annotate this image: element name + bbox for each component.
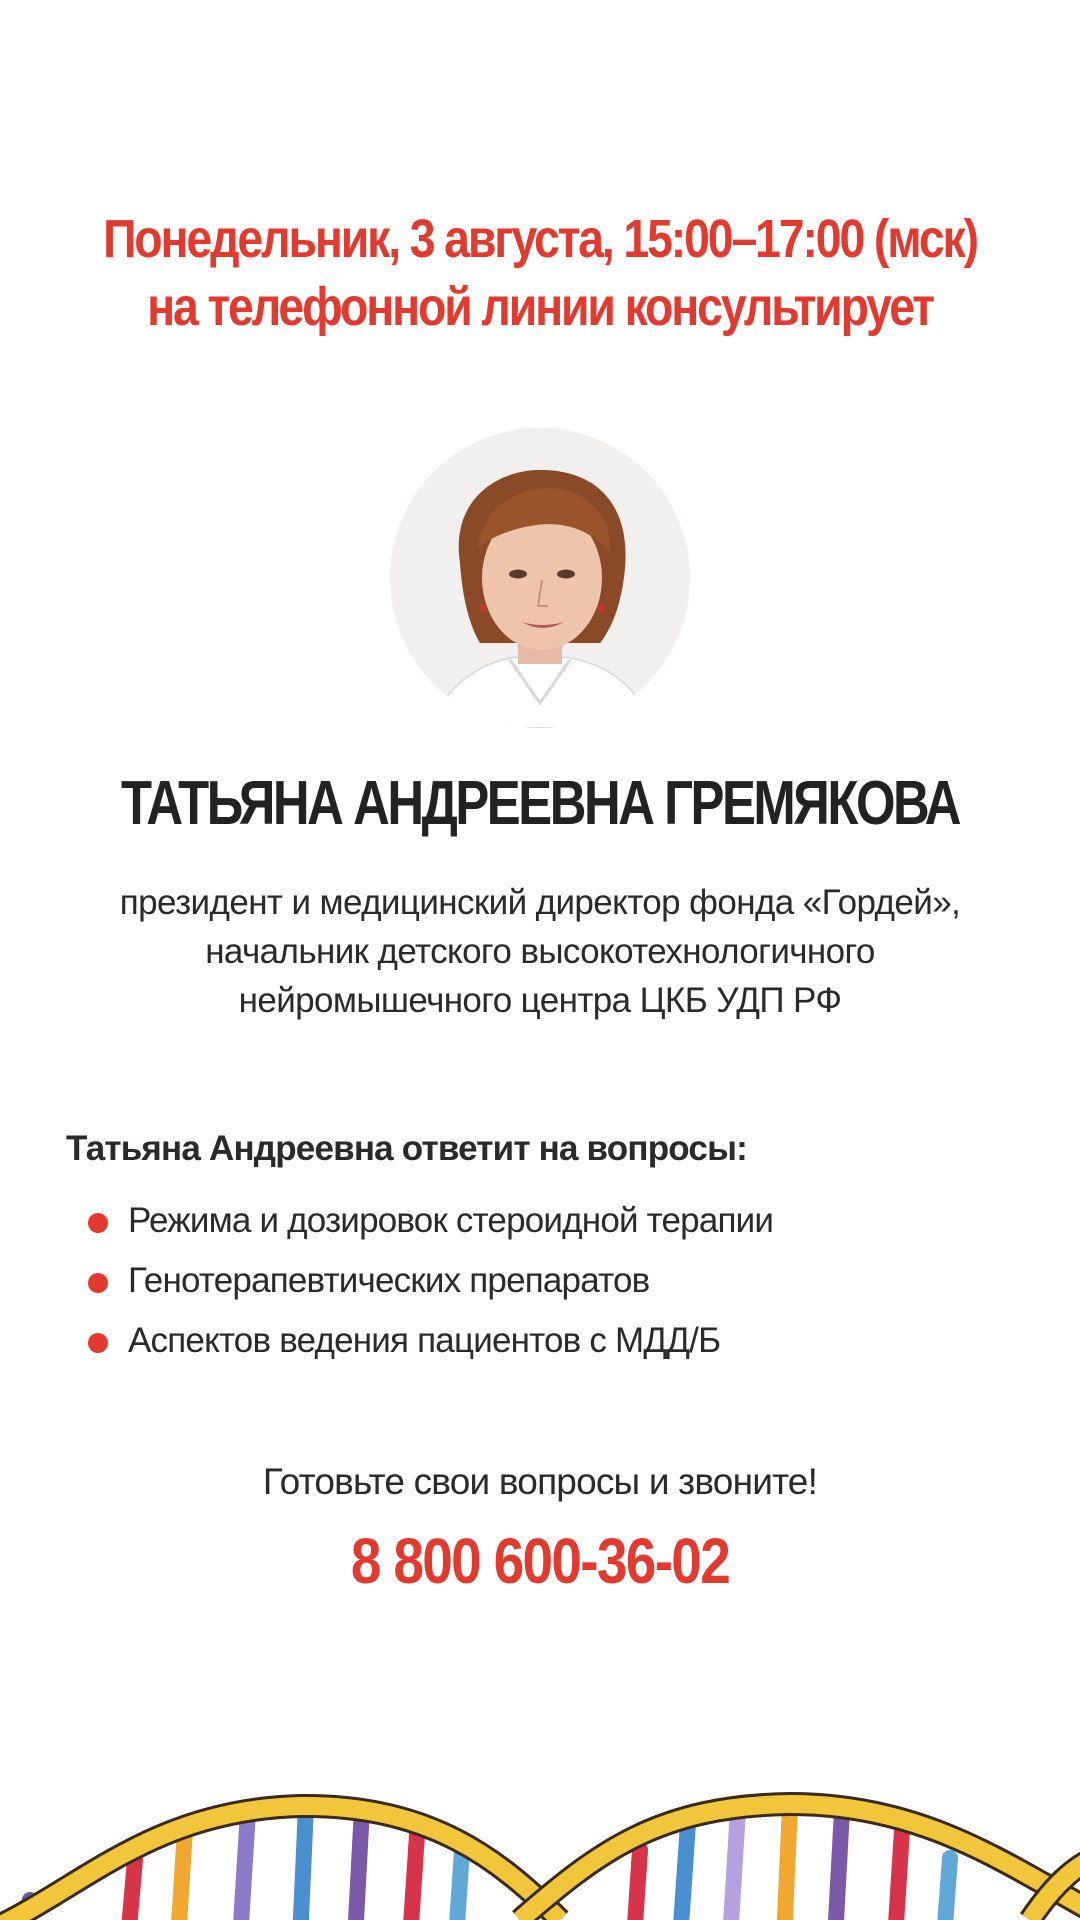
expert-position [0, 878, 1080, 1025]
red-dot-bullet-icon [88, 1333, 108, 1353]
avatar [390, 428, 690, 728]
question-text: Режима и дозировок стероидной терапии [128, 1201, 774, 1240]
event-datetime: Понедельник, 3 августа, 15:00–17:00 (мск) [103, 209, 977, 269]
expert-position-line: президент и медицинский директор фонда «Гордей», [119, 883, 961, 922]
questions-title: Татьяна Андреевна ответит на вопросы: [66, 1129, 748, 1168]
phone-number[interactable]: 8 800 600-36-02 [350, 1525, 730, 1597]
red-dot-bullet-icon [88, 1213, 108, 1233]
dna-helix-illustration-icon [0, 1740, 1080, 1920]
expert-name: ТАТЬЯНА АНДРЕЕВНА ГРЕМЯКОВА [120, 769, 960, 838]
question-text: Генотерапевтических препаратов [128, 1261, 650, 1300]
event-subtitle: на телефонной линии консультирует [147, 277, 933, 337]
expert-position-line: начальник детского высокотехнологичного [205, 932, 875, 971]
question-text: Аспектов ведения пациентов с МДД/Б [128, 1321, 721, 1360]
expert-position-line: нейромышечного центра ЦКБ УДП РФ [238, 981, 842, 1020]
expert-portrait-icon [390, 428, 690, 728]
event-headline [76, 205, 1005, 341]
red-dot-bullet-icon [88, 1273, 108, 1293]
call-to-action: Готовьте свои вопросы и звоните! [262, 1461, 818, 1502]
